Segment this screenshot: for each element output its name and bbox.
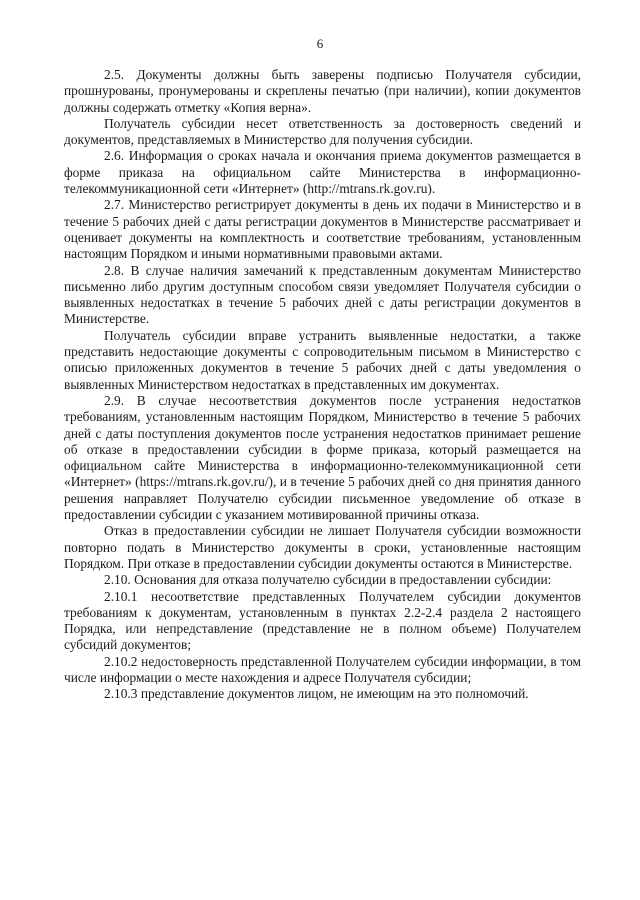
paragraph-2-10: 2.10. Основания для отказа получателю субсидии в предоставлении субсидии: [104, 572, 552, 588]
paragraph-2-10-1: 2.10.1 несоответствие представленных Получателем субсидии документов требованиям к документам, установленным в пунктах 2.2-2.4 раздела 2 настоящего Порядка, или непредставление (представление не в полном объеме) Получателем субсидий документов; [64, 588, 581, 653]
paragraph-2-7: 2.7. Министерство регистрирует документы в день их подачи в Министерство и в течение 5 рабочих дней с даты регистрации документов в Министерстве рассматривает и оценивает документы на комплектность и соответствие требованиям, установленным настоящим Порядком и иными нормативными правовыми актами. [64, 197, 581, 262]
document-body [64, 67, 581, 703]
paragraph-remedy: Получатель субсидии вправе устранить выявленные недостатки, а также представить недостающие документы с сопроводительным письмом в Министерство с описью приложенных документов в течение 5 рабочих дней с даты уведомления о выявленных Министерством недостатках в представленных им документах. [64, 327, 581, 392]
paragraph-2-8: 2.8. В случае наличия замечаний к представленным документам Министерство письменно либо другим доступным способом связи уведомляет Получателя субсидии о выявленных недостатках в течение 5 рабочих дней с даты регистрации документов в Министерстве. [64, 262, 581, 327]
paragraph-2-9: 2.9. В случае несоответствия документов после устранения недостатков требованиям, установленным настоящим Порядком, Министерство в течение 5 рабочих дней с даты поступления документов после устранения недостатков принимает решение об отказе в предоставлении субсидии в форме приказа, который размещается на официальном сайте Министерства в информационно-телекоммуникационной сети «Интернет» (https://mtrans.rk.gov.ru/), и в течение 5 рабочих дней со дня принятия данного решения направляет Получателю субсидии письменное уведомление об отказе в предоставлении субсидии с указанием мотивированной причины отказа. [64, 392, 581, 523]
paragraph-2-5: 2.5. Документы должны быть заверены подписью Получателя субсидии, прошнурованы, пронумерованы и скреплены печатью (при наличии), копии документов должны содержать отметку «Копия верна». [64, 67, 581, 115]
paragraph-2-10-3: 2.10.3 представление документов лицом, не имеющим на это полномочий. [104, 686, 529, 702]
paragraph-refusal: Отказ в предоставлении субсидии не лишает Получателя субсидии возможности повторно подать в Министерство документы в сроки, установленные настоящим Порядком. При отказе в предоставлении субсидии документы остаются в Министерстве. [64, 523, 581, 571]
page-number: 6 [316, 36, 324, 51]
paragraph-responsibility: Получатель субсидии несет ответственность за достоверность сведений и документов, представляемых в Министерство для получения субсидии. [64, 115, 581, 148]
paragraph-2-10-2: 2.10.2 недостоверность представленной Получателем субсидии информации, в том числе информации о месте нахождения и адресе Получателя субсидии; [64, 653, 581, 685]
paragraph-2-6: 2.6. Информация о сроках начала и окончания приема документов размещается в форме приказа на официальном сайте Министерства в информационно-телекоммуникационной сети «Интернет» (http://mtrans.rk.gov.ru). [64, 148, 581, 197]
